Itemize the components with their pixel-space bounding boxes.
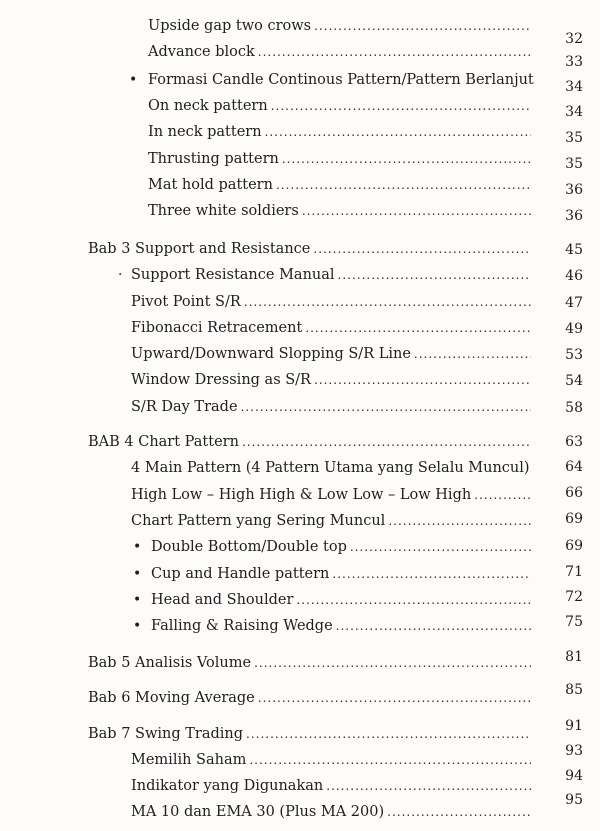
toc-entry-page: 69	[565, 538, 583, 554]
toc-entry	[148, 44, 583, 70]
toc-entry-page: 72	[565, 589, 583, 605]
toc-entry-page: 35	[565, 130, 583, 146]
dot-leader	[265, 125, 531, 139]
toc-entry-title: Three white soldiers	[148, 203, 299, 219]
dot-leader	[249, 753, 531, 767]
toc-entry-page: 36	[565, 182, 583, 198]
dot-leader	[258, 45, 531, 59]
toc-entry-title: Formasi Candle Continous Pattern/Pattern Berlanjut	[148, 72, 534, 88]
dot-leader	[414, 347, 531, 361]
toc-entry	[88, 241, 583, 258]
dot-leader	[258, 691, 531, 705]
bullet-icon: •	[133, 539, 142, 555]
toc-entry-title: Memilih Saham	[131, 752, 247, 768]
toc-entry-title: On neck pattern	[148, 98, 268, 114]
dot-leader	[241, 400, 531, 414]
toc-entry-page: 34	[565, 104, 583, 120]
toc-entry-title: Window Dressing as S/R	[131, 372, 311, 388]
toc-entry	[133, 589, 583, 608]
toc-entry	[131, 743, 583, 768]
dot-leader	[332, 567, 531, 581]
bullet-icon: •	[133, 592, 142, 608]
toc-entry-title: S/R Day Trade	[131, 399, 238, 415]
toc-entry-page: 64	[565, 459, 583, 475]
toc-entry	[131, 372, 583, 389]
toc-entry	[133, 538, 583, 555]
dot-leader	[326, 779, 531, 793]
dot-leader	[276, 178, 531, 192]
toc-entry	[131, 459, 583, 476]
toc-entry-page: 36	[565, 208, 583, 224]
toc-entry-page: 66	[565, 485, 583, 501]
toc-entry-page: 75	[565, 614, 583, 630]
toc-entry-title: Head and Shoulder	[151, 592, 294, 608]
toc-entry-title: High Low – High High & Low Low – Low High	[131, 487, 472, 503]
bullet-icon: •	[133, 618, 142, 634]
dot-leader	[242, 435, 531, 449]
dot-leader	[271, 99, 531, 113]
toc-entry	[131, 346, 583, 363]
toc-entry-page: 71	[565, 564, 583, 580]
toc-entry	[148, 151, 583, 172]
toc-entry-page: 93	[565, 743, 583, 759]
dot-leader	[387, 805, 531, 819]
toc-entry	[133, 614, 583, 634]
toc-entry-page: 47	[565, 295, 583, 311]
toc-entry	[131, 485, 583, 503]
toc-entry-title: Cup and Handle pattern	[151, 566, 330, 582]
toc-entry	[131, 294, 583, 311]
dot-leader	[314, 373, 531, 387]
toc-entry-page: 58	[565, 400, 583, 416]
toc-entry-title: Double Bottom/Double top	[151, 539, 347, 555]
toc-entry	[131, 511, 583, 529]
toc-entry	[148, 98, 583, 120]
dot-leader	[350, 540, 531, 554]
toc-entry-title: Bab 3 Support and Resistance	[88, 241, 311, 257]
toc-entry	[131, 768, 583, 794]
toc-entry	[148, 124, 583, 146]
dot-leader	[313, 242, 531, 256]
toc-entry-page: 46	[565, 268, 583, 284]
toc-entry-page: 81	[565, 649, 583, 665]
dot-leader	[244, 295, 531, 309]
dot-leader	[338, 268, 531, 282]
toc-entry-page: 33	[565, 54, 583, 70]
toc-entry	[131, 320, 583, 337]
toc-entry-title: In neck pattern	[148, 124, 262, 140]
toc-entry-title: Pivot Point S/R	[131, 294, 241, 310]
dot-leader	[254, 656, 531, 670]
bullet-icon: •	[129, 72, 138, 88]
toc-entry	[148, 18, 583, 47]
toc-entry-title: Chart Pattern yang Sering Muncul	[131, 513, 386, 529]
toc-entry-page: 45	[565, 242, 583, 258]
dot-leader	[336, 619, 531, 633]
toc-entry	[129, 72, 583, 95]
dot-leader	[314, 19, 531, 33]
dot-leader	[282, 152, 531, 166]
dot-leader	[302, 204, 531, 218]
toc-entry-title: Falling & Raising Wedge	[151, 618, 333, 634]
toc-entry	[131, 792, 583, 820]
dot-leader	[296, 593, 531, 607]
toc-entry-page: 91	[565, 718, 583, 734]
toc-entry-title: Fibonacci Retracement	[131, 320, 303, 336]
dot-leader	[474, 488, 531, 502]
toc-entry	[88, 649, 583, 671]
toc-entry-page: 49	[565, 321, 583, 337]
bullet-icon: •	[133, 566, 142, 582]
toc-entry	[148, 177, 583, 198]
toc-entry-title: Upward/Downward Slopping S/R Line	[131, 346, 411, 362]
toc-entry-title: Thrusting pattern	[148, 151, 279, 167]
toc-entry-title: Bab 5 Analisis Volume	[88, 655, 252, 671]
dot-leader	[305, 321, 531, 335]
toc-entry-page: 54	[565, 373, 583, 389]
toc-entry-page: 63	[565, 434, 583, 450]
toc-entry	[118, 267, 583, 284]
toc-entry	[88, 434, 583, 450]
toc-entry-title: Advance block	[148, 44, 255, 60]
toc-entry	[133, 564, 583, 582]
toc-entry-page: 85	[565, 682, 583, 698]
toc-entry	[88, 682, 583, 706]
toc-entry-title: Bab 6 Moving Average	[88, 690, 255, 706]
toc-entry-title: Bab 7 Swing Trading	[88, 726, 244, 742]
toc-entry-page: 35	[565, 156, 583, 172]
toc-entry-title: 4 Main Pattern (4 Pattern Utama yang Selalu Muncul)	[131, 460, 530, 476]
toc-entry	[88, 718, 583, 742]
toc-entry-page: 95	[565, 792, 583, 808]
toc-entry-title: Support Resistance Manual	[131, 267, 335, 283]
toc-entry-title: Indikator yang Digunakan	[131, 778, 324, 794]
toc-entry-page: 34	[565, 79, 583, 95]
dot-leader	[246, 727, 531, 741]
toc-entry-page: 94	[565, 768, 583, 784]
toc-entry-page: 53	[565, 347, 583, 363]
toc-entry	[131, 399, 583, 416]
toc-entry-title: MA 10 dan EMA 30 (Plus MA 200)	[131, 804, 385, 820]
toc-entry-page: 69	[565, 511, 583, 527]
bullet-icon: ·	[118, 267, 123, 283]
dot-leader	[388, 514, 531, 528]
toc-entry-page: 32	[565, 31, 583, 47]
toc-entry-title: Upside gap two crows	[148, 18, 312, 34]
toc-entry-title: BAB 4 Chart Pattern	[88, 434, 239, 450]
toc-entry	[148, 203, 583, 224]
toc-entry-title: Mat hold pattern	[148, 177, 273, 193]
